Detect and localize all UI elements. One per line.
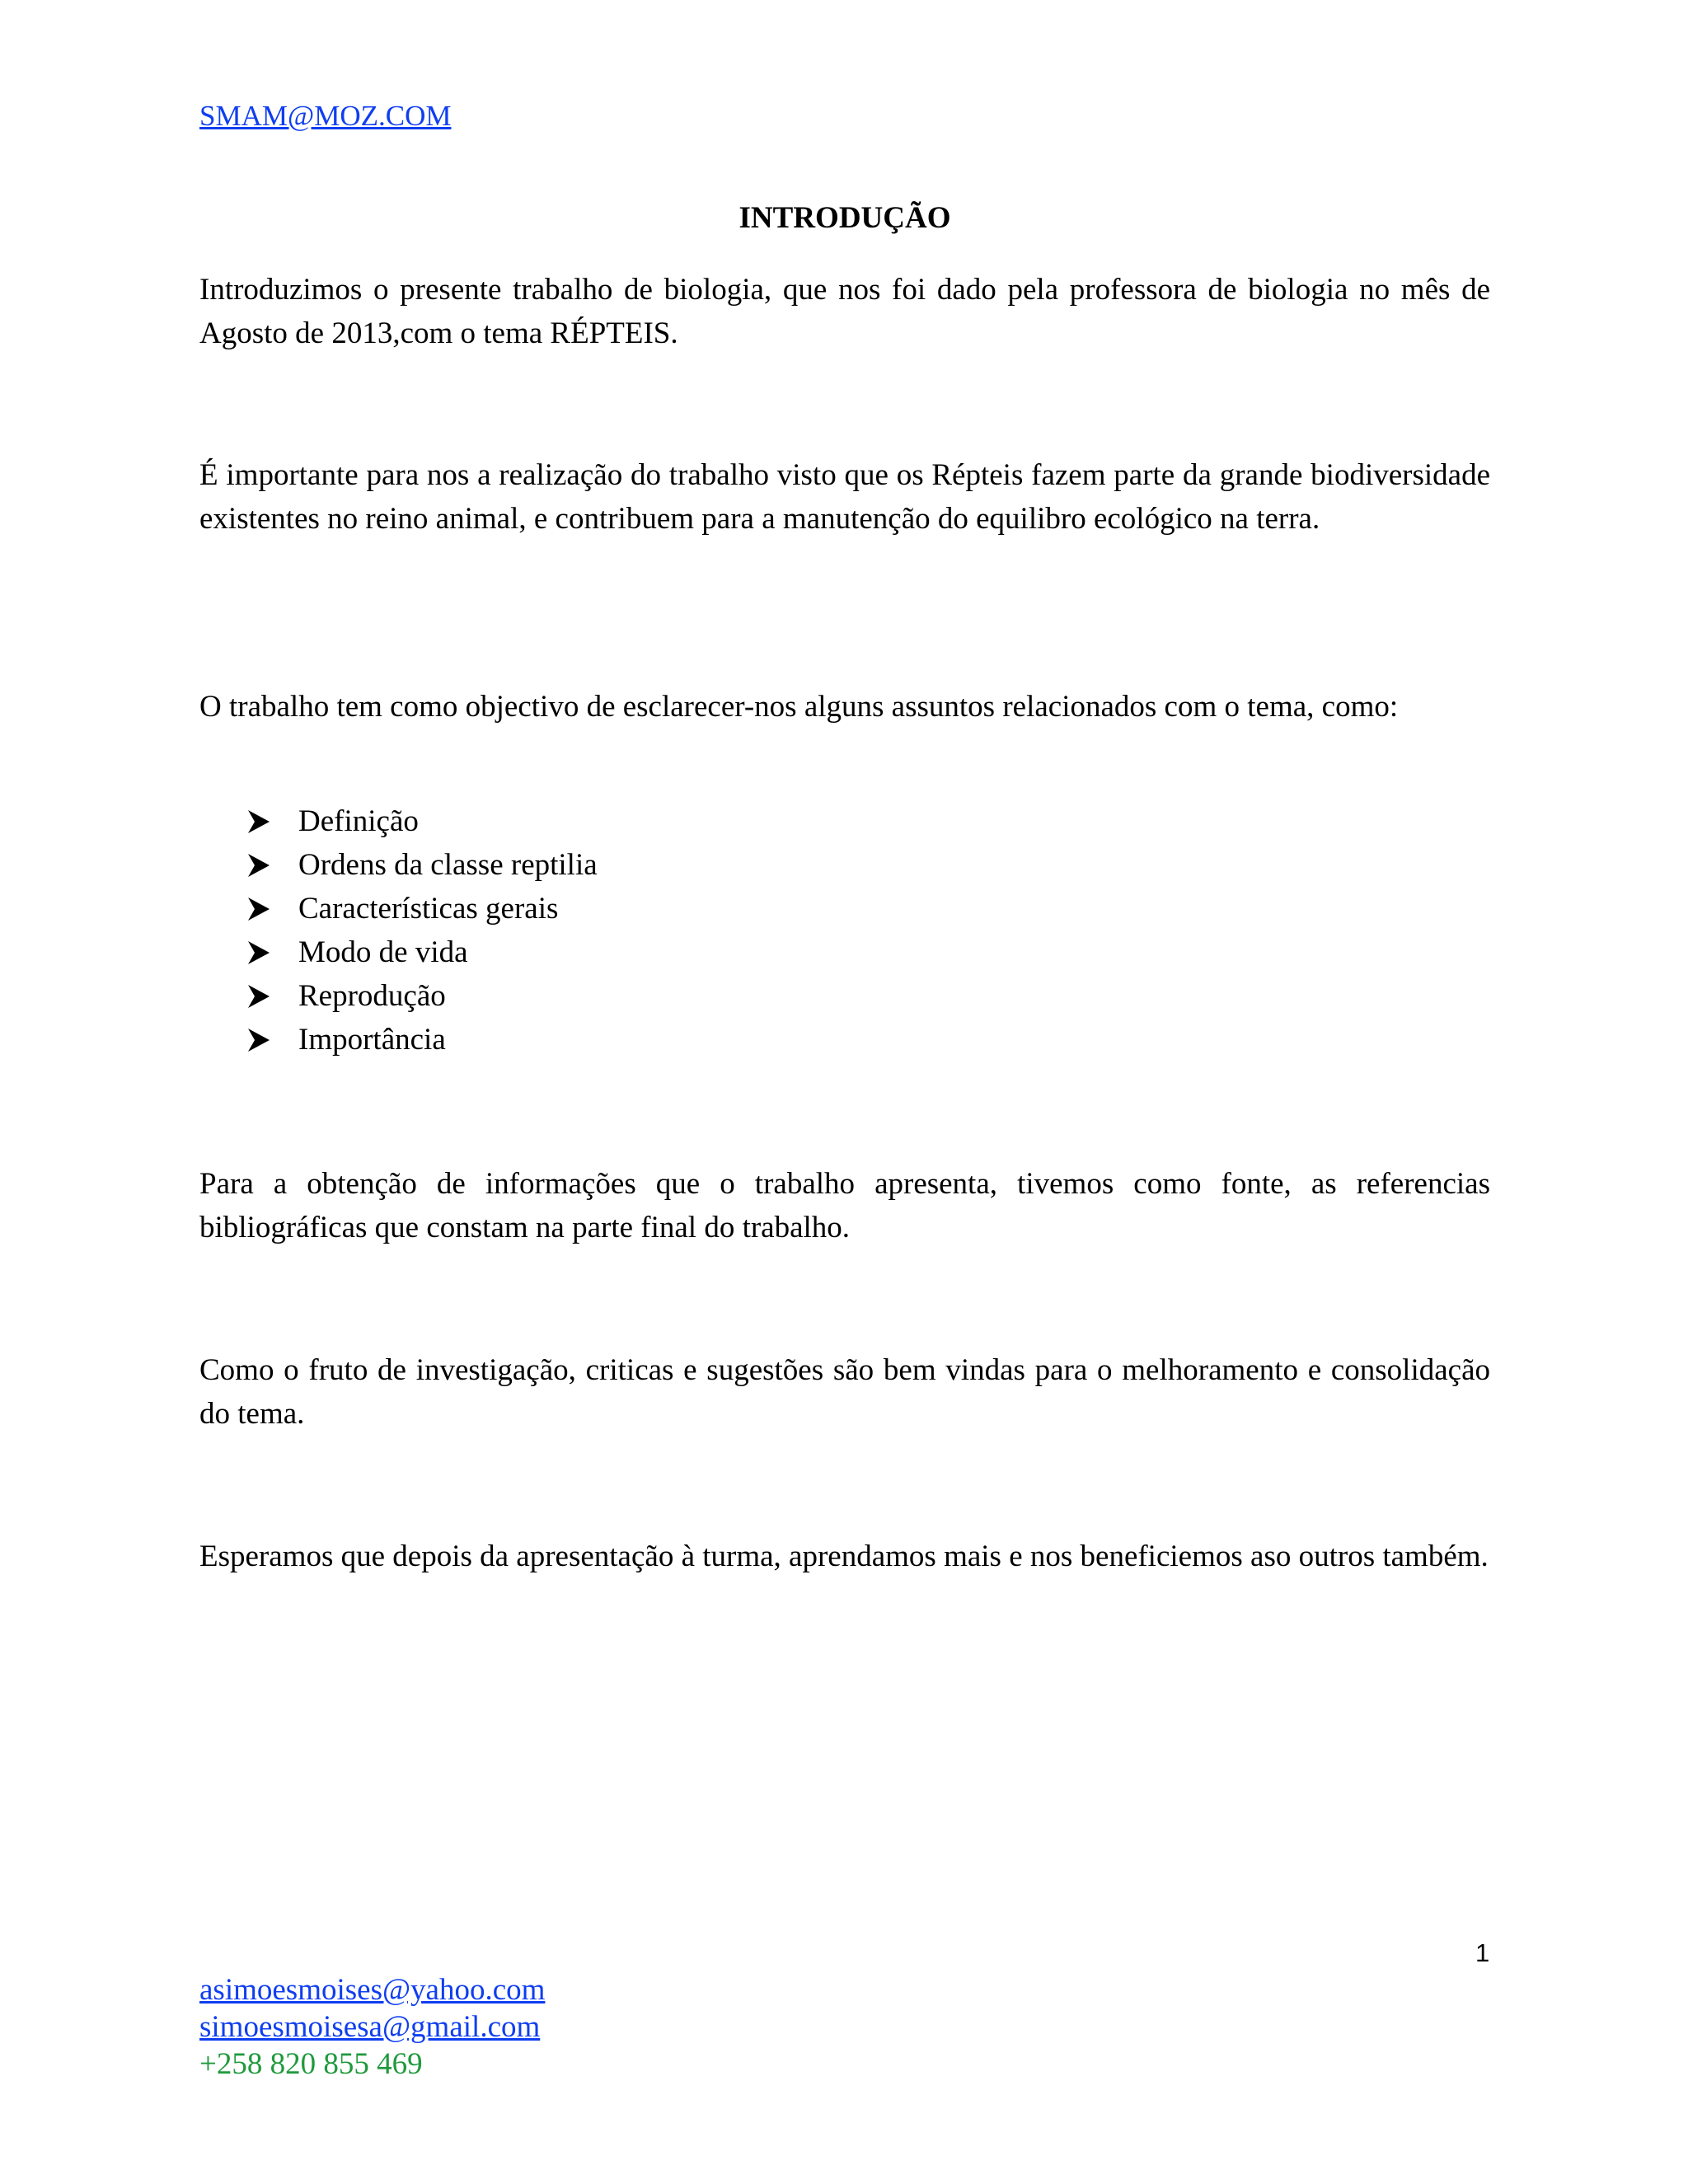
list-item bbox=[247, 843, 598, 887]
arrowhead-bullet-icon bbox=[247, 1028, 270, 1052]
page-number: 1 bbox=[1475, 1938, 1490, 1967]
footer-contacts bbox=[199, 1971, 545, 2083]
arrowhead-bullet-icon bbox=[247, 897, 270, 921]
intro-paragraph-6: Esperamos que depois da apresentação à turma, aprendamos mais e nos beneficiemos aso outros também. bbox=[199, 1540, 1489, 1573]
bullet-text: Reprodução bbox=[298, 979, 446, 1013]
bullet-text: Importância bbox=[298, 1023, 446, 1057]
arrowhead-bullet-icon bbox=[247, 940, 270, 965]
list-item bbox=[247, 887, 598, 930]
arrowhead-bullet-icon bbox=[247, 853, 270, 878]
header-email-link[interactable]: SMAM@MOZ.COM bbox=[199, 100, 452, 132]
arrowhead-bullet-icon bbox=[247, 984, 270, 1009]
topics-bullet-list bbox=[247, 799, 598, 1062]
intro-paragraph-5: Como o fruto de investigação, criticas e sugestões são bem vindas para o melhoramento e consolidação do tema. bbox=[199, 1353, 1490, 1431]
arrowhead-bullet-icon bbox=[247, 809, 270, 834]
footer-email-gmail-link[interactable]: simoesmoisesa@gmail.com bbox=[199, 2010, 541, 2044]
bullet-text: Ordens da classe reptilia bbox=[298, 848, 598, 882]
document-title: INTRODUÇÃO bbox=[738, 201, 951, 235]
list-item bbox=[247, 974, 598, 1018]
intro-paragraph-2: É importante para nos a realização do trabalho visto que os Répteis fazem parte da grande biodiversidade existentes no reino animal, e contribuem para a manutenção do equilibro ecológico na terra. bbox=[199, 458, 1490, 536]
footer-email-yahoo-link[interactable]: asimoesmoises@yahoo.com bbox=[199, 1973, 546, 2007]
bullet-text: Definição bbox=[298, 804, 419, 838]
list-item bbox=[247, 930, 598, 974]
list-item bbox=[247, 799, 598, 843]
intro-paragraph-3: O trabalho tem como objectivo de esclarecer-nos alguns assuntos relacionados com o tema, como: bbox=[199, 690, 1399, 724]
bullet-text: Características gerais bbox=[298, 892, 559, 926]
list-item bbox=[247, 1018, 598, 1062]
intro-paragraph-1: Introduzimos o presente trabalho de biologia, que nos foi dado pela professora de biologia no mês de Agosto de 2013,com o tema RÉPTEIS. bbox=[199, 273, 1490, 350]
footer-phone-number: +258 820 855 469 bbox=[199, 2047, 423, 2081]
bullet-text: Modo de vida bbox=[298, 935, 468, 969]
intro-paragraph-4: Para a obtenção de informações que o trabalho apresenta, tivemos como fonte, as referencias bibliográficas que constam na parte final do trabalho. bbox=[199, 1167, 1490, 1244]
